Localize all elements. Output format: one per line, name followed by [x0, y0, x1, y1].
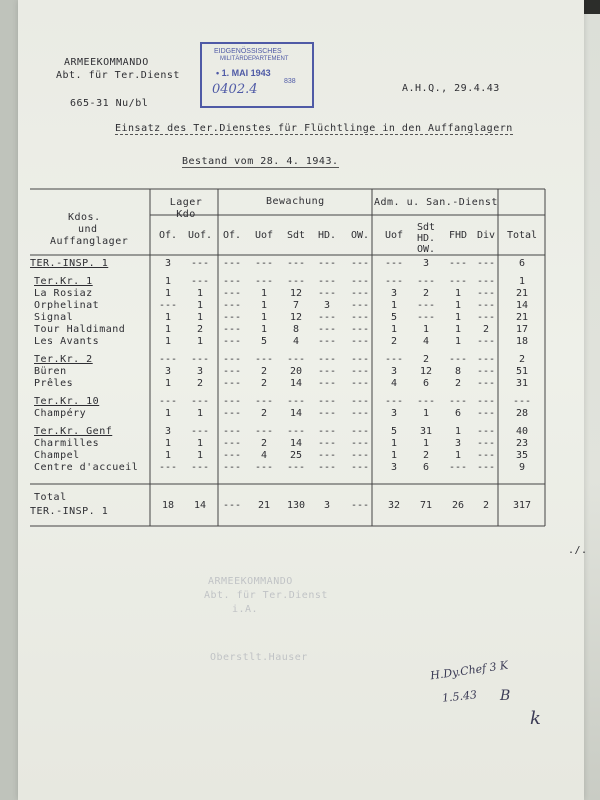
- table-cell: 2: [422, 354, 430, 365]
- table-cell: ---: [286, 354, 306, 365]
- table-cell: 1: [196, 312, 204, 323]
- table-cell: 7: [292, 300, 300, 311]
- row-label: Tour Haldimand: [34, 324, 126, 335]
- table-cell: ---: [286, 462, 306, 473]
- table-cell: ---: [350, 336, 370, 347]
- table-cell: ---: [350, 312, 370, 323]
- table-cell: ---: [222, 276, 242, 287]
- table-cell: 1: [164, 276, 172, 287]
- column-header: FHD: [448, 230, 468, 241]
- total-label: Total: [34, 492, 67, 503]
- table-cell: 4: [422, 336, 430, 347]
- table-cell: 31: [515, 378, 529, 389]
- table-cell: ---: [350, 426, 370, 437]
- table-cell: 1: [164, 324, 172, 335]
- table-cell: ---: [317, 336, 337, 347]
- row-label: Centre d'accueil: [34, 462, 139, 473]
- row-label: Büren: [34, 366, 67, 377]
- handwritten-mark: k: [530, 708, 541, 729]
- row-label: Champel: [34, 450, 80, 461]
- table-cell: ---: [476, 438, 496, 449]
- column-header: Total: [506, 230, 538, 241]
- table-cell: 1: [164, 336, 172, 347]
- column-header: Sdt: [286, 230, 306, 241]
- table-cell: 9: [518, 462, 526, 473]
- table-cell: ---: [476, 336, 496, 347]
- row-label: Ter.Kr. 2: [34, 354, 93, 365]
- table-cell: ---: [158, 462, 178, 473]
- document-title: Einsatz des Ter.Dienstes für Flüchtlinge in den Auffanglagern: [115, 123, 513, 134]
- table-cell: 1: [454, 312, 462, 323]
- total-cell: 130: [286, 500, 306, 511]
- column-header: Of.: [158, 230, 178, 241]
- table-cell: 1: [422, 324, 430, 335]
- table-cell: ---: [416, 300, 436, 311]
- document-subtitle: Bestand vom 28. 4. 1943.: [182, 156, 339, 167]
- table-cell: 1: [164, 450, 172, 461]
- group-adm-san: Adm. u. San.-Dienst: [374, 197, 498, 208]
- table-cell: 1: [454, 426, 462, 437]
- table-cell: 1: [260, 300, 268, 311]
- table-cell: ---: [317, 450, 337, 461]
- column-header: Of.: [222, 230, 242, 241]
- table-cell: ---: [448, 354, 468, 365]
- table-cell: 3: [164, 258, 172, 269]
- column-header: Uof: [254, 230, 274, 241]
- table-cell: 1: [196, 300, 204, 311]
- table-cell: ---: [317, 366, 337, 377]
- table-cell: ---: [476, 426, 496, 437]
- table-cell: 3: [390, 288, 398, 299]
- stamp-date: • 1. MAI 1943: [216, 68, 271, 78]
- table-cell: 1: [196, 450, 204, 461]
- table-cell: ---: [384, 354, 404, 365]
- table-cell: 1: [196, 408, 204, 419]
- stamp-line-1: EIDGENÖSSISCHES: [214, 48, 282, 55]
- table-cell: 1: [390, 450, 398, 461]
- table-cell: ---: [286, 426, 306, 437]
- table-cell: 40: [515, 426, 529, 437]
- table-cell: ---: [286, 258, 306, 269]
- table-cell: ---: [448, 276, 468, 287]
- column-header: HD.: [317, 230, 337, 241]
- table-cell: 6: [422, 378, 430, 389]
- table-cell: ---: [222, 300, 242, 311]
- table-cell: ---: [158, 300, 178, 311]
- row-header-1: Kdos.: [68, 212, 101, 223]
- table-cell: ---: [476, 450, 496, 461]
- row-header-2: und: [78, 224, 98, 235]
- table-cell: ---: [317, 408, 337, 419]
- table-cell: 2: [260, 378, 268, 389]
- table-cell: 23: [515, 438, 529, 449]
- table-cell: 4: [390, 378, 398, 389]
- continuation-mark: ./.: [568, 545, 588, 556]
- table-cell: ---: [476, 288, 496, 299]
- table-cell: ---: [350, 396, 370, 407]
- table-cell: 1: [454, 336, 462, 347]
- table-cell: ---: [317, 258, 337, 269]
- table-cell: ---: [416, 396, 436, 407]
- row-label: TER.-INSP. 1: [30, 258, 109, 269]
- table-cell: 1: [390, 438, 398, 449]
- table-cell: ---: [476, 276, 496, 287]
- table-cell: ---: [350, 438, 370, 449]
- table-cell: ---: [317, 354, 337, 365]
- table-cell: 1: [260, 288, 268, 299]
- table-cell: 3: [390, 408, 398, 419]
- table-cell: ---: [350, 276, 370, 287]
- table-cell: ---: [416, 276, 436, 287]
- row-label: Ter.Kr. 10: [34, 396, 100, 407]
- table-cell: 6: [422, 462, 430, 473]
- column-header: Div: [476, 230, 496, 241]
- table-cell: ---: [317, 426, 337, 437]
- table-cell: 17: [515, 324, 529, 335]
- table-cell: 1: [454, 288, 462, 299]
- table-cell: 1: [454, 450, 462, 461]
- table-cell: 2: [482, 324, 490, 335]
- table-cell: ---: [222, 336, 242, 347]
- group-bewachung: Bewachung: [266, 196, 325, 207]
- table-cell: ---: [317, 276, 337, 287]
- table-cell: ---: [350, 288, 370, 299]
- table-cell: 1: [390, 300, 398, 311]
- table-cell: 3: [164, 426, 172, 437]
- table-cell: 1: [422, 438, 430, 449]
- table-cell: 1: [164, 408, 172, 419]
- table-cell: 51: [515, 366, 529, 377]
- row-label: La Rosiaz: [34, 288, 93, 299]
- table-cell: 1: [164, 312, 172, 323]
- table-cell: ---: [350, 300, 370, 311]
- table-cell: 3: [196, 366, 204, 377]
- table-cell: ---: [448, 462, 468, 473]
- table-cell: 1: [260, 312, 268, 323]
- table-cell: 4: [292, 336, 300, 347]
- row-label: Prêles: [34, 378, 74, 389]
- table-cell: ---: [476, 300, 496, 311]
- total-cell: 317: [512, 500, 532, 511]
- total-cell: 14: [193, 500, 207, 511]
- total-cell: ---: [222, 500, 242, 511]
- table-cell: ---: [254, 396, 274, 407]
- table-cell: ---: [448, 258, 468, 269]
- table-cell: 6: [454, 408, 462, 419]
- table-cell: 12: [419, 366, 433, 377]
- table-cell: ---: [317, 396, 337, 407]
- row-label: Ter.Kr. 1: [34, 276, 93, 287]
- total-cell: 26: [451, 500, 465, 511]
- table-cell: 28: [515, 408, 529, 419]
- table-cell: 2: [260, 366, 268, 377]
- table-cell: 31: [419, 426, 433, 437]
- table-cell: 5: [390, 426, 398, 437]
- table-cell: ---: [350, 378, 370, 389]
- table-cell: ---: [158, 354, 178, 365]
- table-cell: ---: [158, 396, 178, 407]
- table-cell: ---: [286, 396, 306, 407]
- table-cell: ---: [350, 408, 370, 419]
- table-cell: 2: [260, 408, 268, 419]
- table-cell: ---: [222, 312, 242, 323]
- table-cell: ---: [286, 276, 306, 287]
- table-cell: ---: [222, 378, 242, 389]
- table-cell: 8: [454, 366, 462, 377]
- table-cell: ---: [317, 288, 337, 299]
- group-lager-kdo: Lager Kdo: [169, 197, 203, 220]
- table-cell: 5: [390, 312, 398, 323]
- table-cell: ---: [476, 312, 496, 323]
- org-line-2: Abt. für Ter.Dienst: [56, 70, 180, 81]
- table-cell: ---: [222, 288, 242, 299]
- table-cell: 35: [515, 450, 529, 461]
- table-cell: 2: [260, 438, 268, 449]
- table-cell: ---: [190, 462, 210, 473]
- table-cell: ---: [190, 396, 210, 407]
- table-cell: 1: [260, 324, 268, 335]
- table-cell: 1: [164, 378, 172, 389]
- table-cell: ---: [350, 450, 370, 461]
- table-cell: 2: [422, 450, 430, 461]
- table-cell: 21: [515, 312, 529, 323]
- table-cell: 1: [196, 336, 204, 347]
- table-cell: 1: [164, 288, 172, 299]
- table-cell: ---: [350, 354, 370, 365]
- table-cell: ---: [254, 258, 274, 269]
- table-cell: ---: [317, 462, 337, 473]
- table-cell: 3: [422, 258, 430, 269]
- table-cell: ---: [350, 462, 370, 473]
- table-cell: 5: [260, 336, 268, 347]
- table-cell: 25: [289, 450, 303, 461]
- bleed-line-1: ARMEEKOMMANDO: [208, 576, 293, 587]
- table-cell: ---: [317, 438, 337, 449]
- table-cell: 14: [289, 378, 303, 389]
- table-cell: ---: [190, 258, 210, 269]
- table-cell: 2: [454, 378, 462, 389]
- table-cell: ---: [222, 408, 242, 419]
- row-label: Champéry: [34, 408, 87, 419]
- table-cell: 3: [164, 366, 172, 377]
- table-cell: 3: [390, 366, 398, 377]
- table-cell: ---: [476, 462, 496, 473]
- table-cell: ---: [384, 258, 404, 269]
- table-cell: ---: [254, 426, 274, 437]
- row-label: Charmilles: [34, 438, 100, 449]
- table-cell: 12: [289, 312, 303, 323]
- table-cell: ---: [317, 324, 337, 335]
- total-cell: 18: [161, 500, 175, 511]
- table-cell: ---: [416, 312, 436, 323]
- table-cell: ---: [190, 354, 210, 365]
- table-cell: ---: [222, 462, 242, 473]
- bleed-line-4: Oberstlt.Hauser: [210, 652, 308, 663]
- table-cell: ---: [512, 396, 532, 407]
- table-cell: ---: [476, 378, 496, 389]
- table-cell: 12: [289, 288, 303, 299]
- table-cell: ---: [476, 366, 496, 377]
- table-cell: 1: [518, 276, 526, 287]
- table-cell: ---: [350, 324, 370, 335]
- table-cell: ---: [448, 396, 468, 407]
- table-cell: ---: [190, 426, 210, 437]
- table-cell: ---: [350, 366, 370, 377]
- table-cell: ---: [190, 276, 210, 287]
- table-cell: 1: [390, 324, 398, 335]
- total-cell: 2: [482, 500, 490, 511]
- table-cell: ---: [254, 354, 274, 365]
- table-cell: 1: [454, 300, 462, 311]
- table-cell: ---: [476, 396, 496, 407]
- table-cell: ---: [222, 450, 242, 461]
- table-cell: 14: [289, 408, 303, 419]
- stamp-line-2: MILITÄRDEPARTEMENT: [220, 56, 289, 62]
- org-line-1: ARMEEKOMMANDO: [64, 57, 149, 68]
- total-cell: 21: [257, 500, 271, 511]
- table-cell: ---: [317, 378, 337, 389]
- table-cell: 1: [196, 288, 204, 299]
- row-header-3: Auffanglager: [50, 236, 129, 247]
- table-cell: 2: [390, 336, 398, 347]
- table-cell: ---: [222, 426, 242, 437]
- table-cell: ---: [222, 396, 242, 407]
- table-cell: ---: [476, 408, 496, 419]
- total-cell: ---: [350, 500, 370, 511]
- row-label: Ter.Kr. Genf: [34, 426, 113, 437]
- table-cell: 3: [323, 300, 331, 311]
- table-cell: 1: [196, 438, 204, 449]
- table-cell: ---: [222, 366, 242, 377]
- table-cell: 8: [292, 324, 300, 335]
- reference-number: 665-31 Nu/bl: [70, 98, 149, 109]
- table-cell: ---: [222, 258, 242, 269]
- table-cell: ---: [222, 324, 242, 335]
- place-date: A.H.Q., 29.4.43: [402, 83, 500, 94]
- column-header: Uof: [384, 230, 404, 241]
- table-cell: ---: [254, 276, 274, 287]
- table-cell: 2: [518, 354, 526, 365]
- table-cell: 20: [289, 366, 303, 377]
- table-cell: ---: [476, 354, 496, 365]
- handwritten-note-2: 1.5.43: [441, 688, 478, 705]
- stamp-handwritten-number: 0402.4: [212, 82, 258, 97]
- table-cell: ---: [254, 462, 274, 473]
- table-cell: 3: [454, 438, 462, 449]
- stamp-number: 838: [284, 78, 296, 85]
- handwritten-note-3: B: [500, 688, 511, 704]
- column-header: OW.: [350, 230, 370, 241]
- table-cell: 1: [422, 408, 430, 419]
- table-cell: 6: [518, 258, 526, 269]
- table-cell: ---: [384, 276, 404, 287]
- table-cell: 1: [164, 438, 172, 449]
- table-cell: 14: [289, 438, 303, 449]
- table-cell: ---: [384, 396, 404, 407]
- table-cell: 2: [196, 378, 204, 389]
- table-cell: ---: [222, 438, 242, 449]
- table-cell: 1: [454, 324, 462, 335]
- table-cell: ---: [317, 312, 337, 323]
- table-cell: 2: [422, 288, 430, 299]
- table-cell: 21: [515, 288, 529, 299]
- table-cell: ---: [222, 354, 242, 365]
- row-label: Signal: [34, 312, 74, 323]
- handwritten-note-1: H.Dy.Chef 3 K: [429, 658, 509, 683]
- row-label: Les Avants: [34, 336, 100, 347]
- total-cell: 3: [323, 500, 331, 511]
- table-cell: 3: [390, 462, 398, 473]
- table-cell: 2: [196, 324, 204, 335]
- column-header: Uof.: [187, 230, 213, 241]
- total-cell: 32: [387, 500, 401, 511]
- table-cell: ---: [476, 258, 496, 269]
- total-cell: 71: [419, 500, 433, 511]
- table-cell: 4: [260, 450, 268, 461]
- total-label-insp: TER.-INSP. 1: [30, 506, 109, 517]
- bleed-line-3: i.A.: [232, 604, 259, 615]
- table-cell: 14: [515, 300, 529, 311]
- table-cell: 18: [515, 336, 529, 347]
- table-cell: ---: [350, 258, 370, 269]
- column-header: Sdt HD. OW.: [416, 222, 436, 255]
- row-label: Orphelinat: [34, 300, 100, 311]
- bleed-line-2: Abt. für Ter.Dienst: [204, 590, 328, 601]
